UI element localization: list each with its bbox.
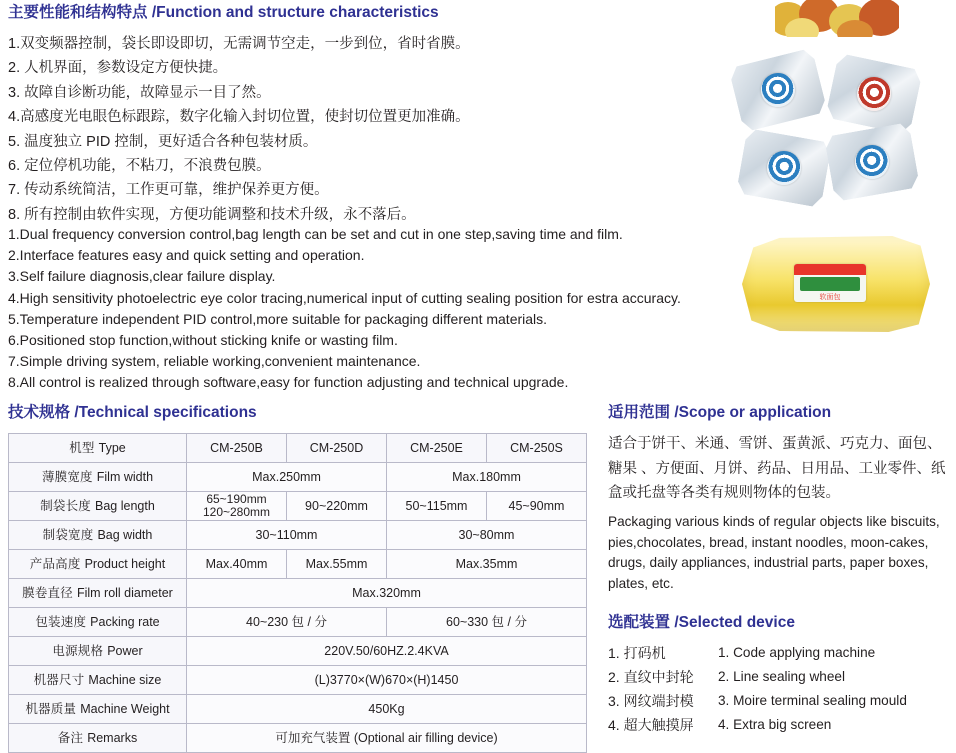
specifications-table (8, 433, 587, 753)
table-row (9, 637, 587, 666)
list-item: 2. 人机界面，参数设定方便快捷。 (8, 60, 228, 77)
table-row (9, 666, 587, 695)
list-item: 1.双变频器控制，袋长即设即切，无需调节空走，一步到位，省时省膜。 (8, 36, 470, 52)
table-row-label: 产品高度 Product height (9, 550, 187, 579)
device-english-list (718, 641, 956, 737)
table-cell: 30~110mm (187, 521, 387, 550)
table-row-label: 薄膜宽度 Film width (9, 463, 187, 492)
selected-device-heading (608, 614, 795, 633)
list-item: 2. 直纹中封轮 (608, 669, 694, 685)
list-item: 4. Extra big screen (718, 717, 832, 732)
table-cell: Max.55mm (287, 550, 387, 579)
photo-pillow-packs (735, 57, 920, 207)
table-header-row (9, 434, 587, 463)
table-row (9, 550, 587, 579)
table-cell: 50~115mm (387, 492, 487, 521)
table-header-model: CM-250E (387, 434, 487, 463)
table-row-label: 包装速度 Packing rate (9, 608, 187, 637)
table-row-label: 机器尺寸 Machine size (9, 666, 187, 695)
table-header-model: CM-250B (187, 434, 287, 463)
table-cell: 45~90mm (487, 492, 587, 521)
tech-heading-cn: 技术规格 (8, 404, 71, 421)
photo-packaged-bread: 软面包 (742, 228, 930, 340)
table-cell: 220V.50/60HZ.2.4KVA (187, 637, 587, 666)
scope-heading (608, 404, 831, 423)
device-heading-cn: 选配装置 (608, 614, 671, 631)
features-chinese-list (8, 32, 708, 227)
list-item: 4.High sensitivity photoelectric eye color tracing,numerical input of cutting sealing position for estra accuracy. (8, 289, 681, 306)
list-item: 8.All control is realized through software,easy for function adjusting and technical upgrade. (8, 374, 569, 391)
list-item: 1.Dual frequency conversion control,bag length can be set and cut in one step,saving time and film. (8, 226, 623, 242)
table-row-label: 膜卷直径 Film roll diameter (9, 579, 187, 608)
table-row (9, 463, 587, 492)
scope-chinese-text: 适合于饼干、米通、雪饼、蛋黄派、巧克力、面包、糖果 、方便面、月饼、药品、日用品、工业零件、纸盒或托盘等各类有规则物体的包装。 (608, 436, 946, 501)
device-heading-en: Selected device (678, 614, 795, 631)
list-item: 4.高感度光电眼色标跟踪，数字化输入封切位置，使封切位置更加准确。 (8, 109, 470, 126)
table-row (9, 579, 587, 608)
table-row-label: 电源规格 Power (9, 637, 187, 666)
list-item: 3.Self failure diagnosis,clear failure display. (8, 268, 276, 285)
table-row (9, 695, 587, 724)
photo-wrapped-candy (775, 0, 899, 37)
list-item: 5. 温度独立 PID 控制，更好适合各种包装材质。 (8, 133, 318, 150)
list-item: 3. 故障自诊断功能，故障显示一目了然。 (8, 84, 271, 101)
scope-heading-separator: / (670, 404, 679, 421)
device-chinese-list (608, 641, 718, 737)
list-item: 4. 超大触摸屏 (608, 717, 694, 733)
list-item: 7.Simple driving system, reliable working,convenient maintenance. (8, 353, 421, 370)
selected-device-lists (608, 641, 956, 737)
table-cell: Max.40mm (187, 550, 287, 579)
table-row-label: 备注 Remarks (9, 724, 187, 753)
table-row (9, 492, 587, 521)
table-cell: Max.250mm (187, 463, 387, 492)
table-row-label: 制袋长度 Bag length (9, 492, 187, 521)
list-item: 3. Moire terminal sealing mould (718, 693, 907, 708)
tech-heading-en: Technical specifications (78, 404, 257, 421)
features-heading (8, 4, 439, 23)
list-item: 2. Line sealing wheel (718, 669, 845, 684)
list-item: 2.Interface features easy and quick setting and operation. (8, 247, 365, 264)
scope-heading-en: Scope or application (678, 404, 832, 421)
table-cell: Max.180mm (387, 463, 587, 492)
list-item: 1. 打码机 (608, 645, 666, 661)
table-cell: Max.35mm (387, 550, 587, 579)
table-row-label: 机器质量 Machine Weight (9, 695, 187, 724)
list-item: 6.Positioned stop function,without sticking knife or wasting film. (8, 332, 398, 349)
table-header-model: CM-250S (487, 434, 587, 463)
table-header-model: CM-250D (287, 434, 387, 463)
table-cell: 30~80mm (387, 521, 587, 550)
list-item: 1. Code applying machine (718, 645, 876, 660)
table-cell: 可加充气装置 (Optional air filling device) (187, 724, 587, 753)
table-cell: 40~230 包 / 分 (187, 608, 387, 637)
table-cell: 450Kg (187, 695, 587, 724)
list-item: 5.Temperature independent PID control,more suitable for packaging different materials. (8, 310, 548, 327)
list-item: 8. 所有控制由软件实现，方便功能调整和技术升级，永不落后。 (8, 206, 416, 223)
list-item: 3. 网纹端封模 (608, 693, 694, 709)
table-row (9, 521, 587, 550)
features-english-list (8, 224, 738, 394)
table-cell: (L)3770×(W)670×(H)1450 (187, 666, 587, 695)
device-heading-separator: / (670, 614, 679, 631)
table-header-type: 机型 Type (9, 434, 187, 463)
list-item: 7. 传动系统简洁，工作更可靠，维护保养更方便。 (8, 182, 329, 199)
table-cell: Max.320mm (187, 579, 587, 608)
table-row (9, 608, 587, 637)
features-heading-en: Function and structure characteristics (156, 4, 439, 21)
table-row-label: 制袋宽度 Bag width (9, 521, 187, 550)
scope-english-text: Packaging various kinds of regular objects like biscuits, pies,chocolates, bread, instant noodles, moon-cakes, drugs, daily appliances, industrial parts, paper boxes, plates, etc. (608, 514, 940, 591)
scope-heading-cn: 适用范围 (608, 404, 671, 421)
table-cell: 65~190mm 120~280mm (187, 492, 287, 521)
list-item: 6. 定位停机功能，不粘刀，不浪费包膜。 (8, 158, 271, 175)
table-cell: 90~220mm (287, 492, 387, 521)
features-heading-separator: / (147, 4, 157, 21)
features-heading-cn: 主要性能和结构特点 (8, 4, 148, 21)
table-cell: 60~330 包 / 分 (387, 608, 587, 637)
table-row (9, 724, 587, 753)
tech-heading-separator: / (70, 404, 79, 421)
technical-specifications-heading (8, 404, 257, 423)
